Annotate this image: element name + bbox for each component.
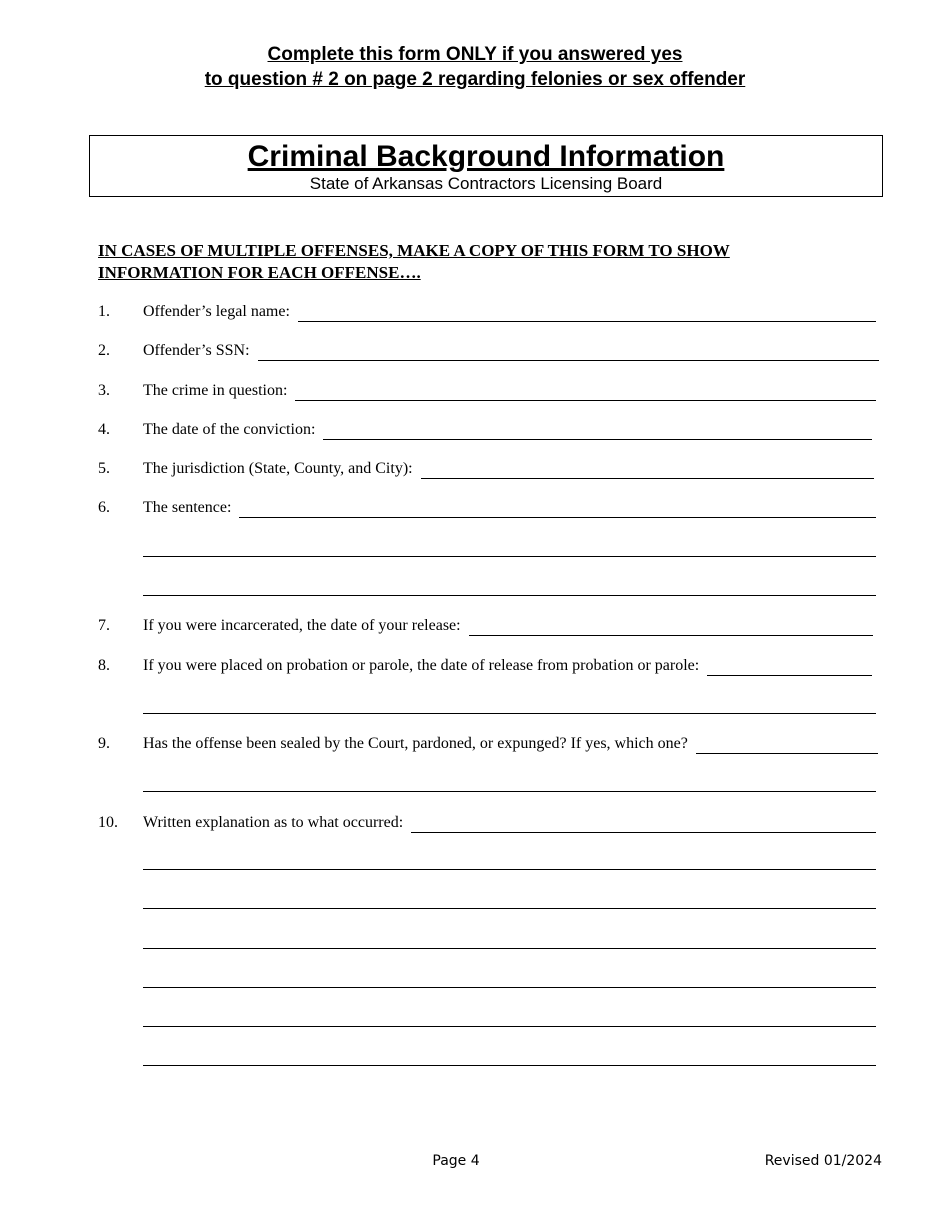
conviction-date-field[interactable]: [323, 425, 872, 440]
explanation-extra-line[interactable]: [143, 869, 876, 870]
ssn-field[interactable]: [258, 346, 879, 361]
question-crime: [143, 381, 876, 401]
explanation-extra-line[interactable]: [143, 948, 876, 949]
question-number: 8.: [98, 657, 110, 674]
question-label: Offender’s legal name:: [143, 303, 290, 320]
sentence-extra-line[interactable]: [143, 595, 876, 596]
sentence-field[interactable]: [239, 503, 876, 518]
multiple-offenses-notice-line-1: IN CASES OF MULTIPLE OFFENSES, MAKE A COPY OF THIS FORM TO SHOW: [98, 241, 730, 260]
question-sentence: [143, 498, 876, 518]
question-label: The jurisdiction (State, County, and City):: [143, 460, 413, 477]
question-number: 7.: [98, 617, 110, 634]
question-number: 9.: [98, 735, 110, 752]
question-label: If you were placed on probation or parole, the date of release from probation or parole:: [143, 657, 700, 674]
question-written-explanation: [143, 813, 876, 833]
probation-release-field[interactable]: [707, 661, 872, 676]
legal-name-field[interactable]: [298, 307, 876, 322]
question-legal-name: [143, 302, 876, 322]
explanation-extra-line[interactable]: [143, 1026, 876, 1027]
form-subtitle: State of Arkansas Contractors Licensing Board: [309, 174, 663, 193]
instruction-line-2: to question # 2 on page 2 regarding felonies or sex offender: [204, 69, 746, 90]
explanation-extra-line[interactable]: [143, 1065, 876, 1066]
question-label: The date of the conviction:: [143, 421, 316, 438]
revision-date: Revised 01/2024: [764, 1153, 882, 1169]
question-jurisdiction: [143, 459, 874, 479]
question-number: 6.: [98, 499, 110, 516]
question-label: Has the offense been sealed by the Court, pardoned, or expunged? If yes, which one?: [143, 735, 688, 752]
sentence-extra-line[interactable]: [143, 556, 876, 557]
question-ssn: [143, 341, 879, 361]
probation-extra-line[interactable]: [143, 713, 876, 714]
question-probation-release: [143, 656, 872, 676]
crime-field[interactable]: [295, 386, 876, 401]
page-number: Page 4: [432, 1153, 480, 1169]
question-label: If you were incarcerated, the date of your release:: [143, 617, 461, 634]
sealed-pardoned-field[interactable]: [696, 739, 878, 754]
release-date-field[interactable]: [469, 621, 873, 636]
question-conviction-date: [143, 420, 872, 440]
form-title: Criminal Background Information: [247, 140, 725, 173]
question-number: 4.: [98, 421, 110, 438]
question-release-date: [143, 616, 873, 636]
question-label: The crime in question:: [143, 382, 288, 399]
question-number: 1.: [98, 303, 110, 320]
explanation-extra-line[interactable]: [143, 908, 876, 909]
explanation-extra-line[interactable]: [143, 987, 876, 988]
question-number: 10.: [98, 814, 118, 831]
multiple-offenses-notice-line-2: INFORMATION FOR EACH OFFENSE….: [98, 263, 421, 282]
explanation-field[interactable]: [411, 818, 876, 833]
question-label: Written explanation as to what occurred:: [143, 814, 404, 831]
instruction-line-1: Complete this form ONLY if you answered yes: [267, 44, 683, 65]
jurisdiction-field[interactable]: [421, 464, 874, 479]
question-label: Offender’s SSN:: [143, 342, 250, 359]
question-number: 2.: [98, 342, 110, 359]
sealed-extra-line[interactable]: [143, 791, 876, 792]
title-box: [89, 135, 883, 197]
question-number: 5.: [98, 460, 110, 477]
question-number: 3.: [98, 382, 110, 399]
question-label: The sentence:: [143, 499, 232, 516]
question-sealed-pardoned: [143, 734, 878, 754]
